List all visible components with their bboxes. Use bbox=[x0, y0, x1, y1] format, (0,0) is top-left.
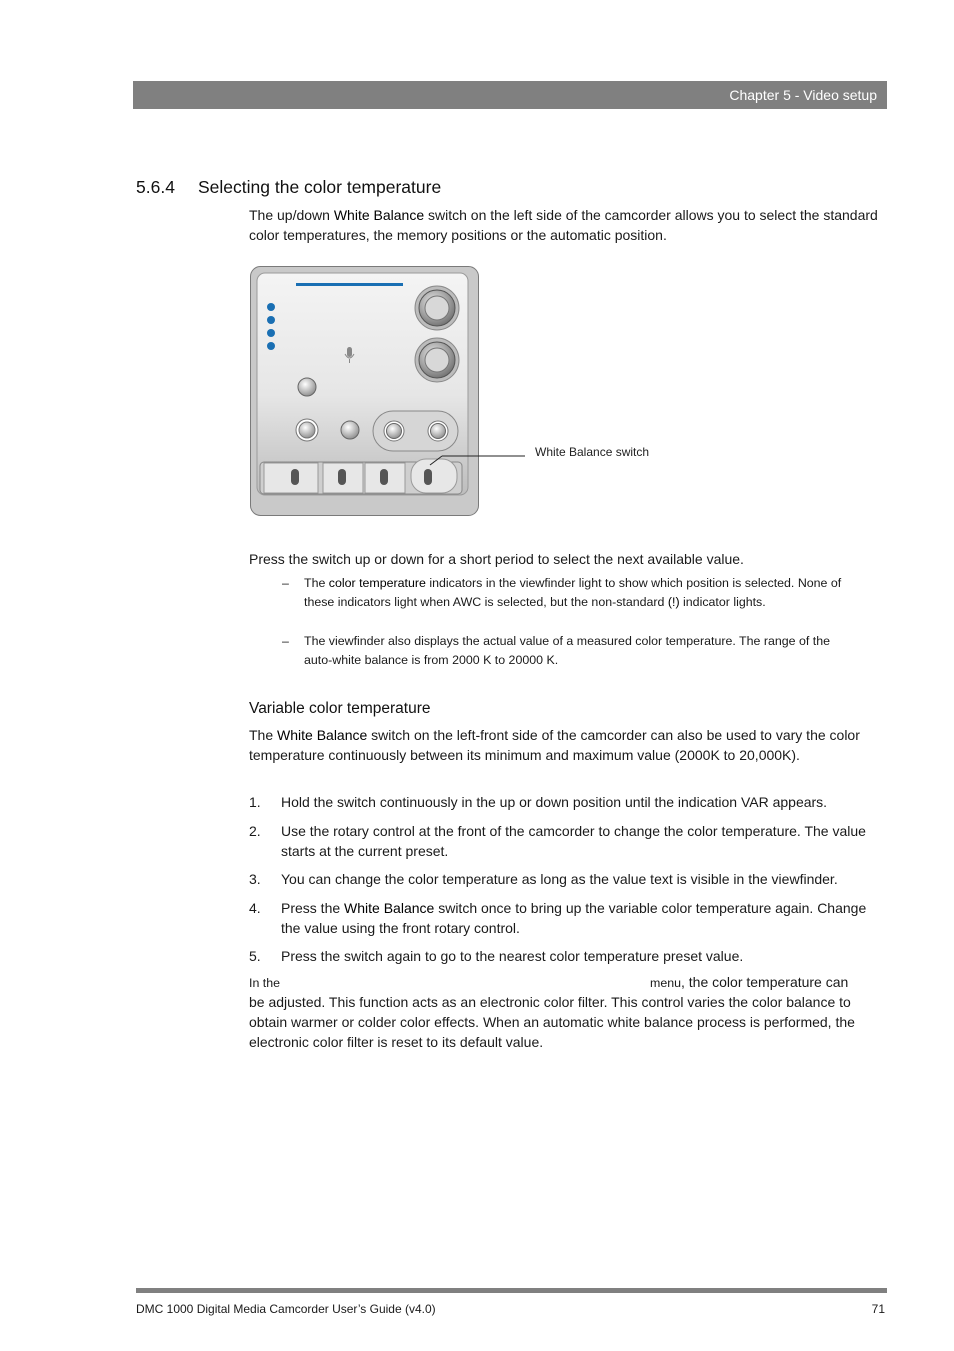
bullet-dash: – bbox=[282, 576, 289, 590]
step-number: 5. bbox=[249, 948, 261, 964]
step-number: 1. bbox=[249, 794, 261, 810]
page-number: 71 bbox=[871, 1302, 885, 1316]
section-heading bbox=[136, 177, 441, 198]
chapter-title: Chapter 5 - Video setup bbox=[729, 87, 877, 103]
menu-term: menu bbox=[650, 976, 681, 990]
var-intro-post: switch on the left-front side of the camcorder can also be used to vary the color temperature continuously between its minimum and maximum value (2000K to 20,000K). bbox=[249, 727, 860, 763]
step-2 bbox=[249, 821, 889, 861]
white-balance-term: White Balance bbox=[277, 727, 368, 743]
section-title: Selecting the color temperature bbox=[198, 177, 442, 197]
non-standard-indicator-term: (!) bbox=[667, 595, 680, 610]
step-1 bbox=[249, 792, 889, 812]
step-3 bbox=[249, 869, 889, 889]
bullet-item-1 bbox=[282, 574, 852, 612]
section-number: 5.6.4 bbox=[136, 177, 175, 197]
step-number: 2. bbox=[249, 823, 261, 839]
white-balance-switch bbox=[411, 459, 457, 493]
callout-leader-line bbox=[479, 455, 525, 457]
final-para-pre: In the bbox=[249, 976, 281, 990]
press-paragraph: Press the switch up or down for a short period to select the next available value. bbox=[249, 551, 744, 567]
button-single bbox=[298, 378, 316, 396]
button-middle bbox=[341, 421, 359, 439]
step-text: You can change the color temperature as long as the value text is visible in the viewfinder. bbox=[281, 871, 838, 887]
indicator-strip bbox=[296, 283, 403, 286]
step-number: 3. bbox=[249, 871, 261, 887]
color-temperature-term: color temperature bbox=[328, 576, 426, 590]
final-para-post: , the color temperature can bbox=[681, 974, 849, 990]
step-text: Press the switch again to go to the nearest color temperature preset value. bbox=[281, 948, 744, 964]
white-balance-term: White Balance bbox=[344, 900, 435, 916]
intro-paragraph bbox=[249, 205, 889, 245]
step-text-pre: Press the bbox=[281, 900, 345, 916]
bullet-text-post2: indicator lights. bbox=[679, 595, 766, 610]
step-text-post: switch once to bring up the variable color temperature again. Change the value using the front rotary control. bbox=[281, 900, 867, 936]
bullet-text-pre: The bbox=[304, 576, 329, 590]
callout-label: White Balance switch bbox=[535, 445, 650, 459]
subsection-heading: Variable color temperature bbox=[249, 700, 431, 717]
white-balance-term: White Balance bbox=[333, 207, 425, 223]
chapter-header-bar bbox=[133, 81, 887, 109]
step-5 bbox=[249, 946, 889, 966]
var-intro-pre: The bbox=[249, 727, 278, 743]
intro-text-pre: The up/down bbox=[249, 207, 334, 223]
bullet-text-post: indicators in the viewfinder light to show which position is selected. None of these indicators light when AWC is selected, but the non-standard bbox=[304, 576, 842, 610]
toggle-switches bbox=[264, 459, 457, 493]
step-4 bbox=[249, 898, 889, 938]
final-paragraph bbox=[249, 972, 889, 1052]
footer-rule bbox=[136, 1288, 887, 1293]
camera-side-panel-figure bbox=[250, 266, 479, 516]
camera-panel-illustration bbox=[250, 266, 479, 516]
step-number: 4. bbox=[249, 900, 261, 916]
final-para-rest: be adjusted. This function acts as an electronic color filter. This control varies the color balance to obtain warmer or colder color effects. When an automatic white balance process is performed, the electronic color filter is reset to its default value. bbox=[249, 994, 855, 1050]
rotary-knob-lower bbox=[415, 338, 459, 382]
bullet-text: The viewfinder also displays the actual value of a measured color temperature. The range of the auto-white balance is from 2000 K to 20000 K. bbox=[304, 634, 830, 668]
step-text: Use the rotary control at the front of the camcorder to change the color temperature. The value starts at the current preset. bbox=[281, 823, 866, 859]
step-text: Hold the switch continuously in the up or down position until the indication VAR appears. bbox=[281, 794, 828, 810]
bullet-dash: – bbox=[282, 634, 289, 648]
intro-text-post: switch on the left side of the camcorder allows you to select the standard color temperatures, the memory positions or the automatic position. bbox=[249, 207, 878, 243]
variable-intro-paragraph bbox=[249, 725, 889, 765]
bullet-item-2 bbox=[282, 632, 852, 670]
footer-document-title: DMC 1000 Digital Media Camcorder User’s Guide (v4.0) bbox=[136, 1302, 436, 1316]
rotary-knob-upper bbox=[415, 286, 459, 330]
